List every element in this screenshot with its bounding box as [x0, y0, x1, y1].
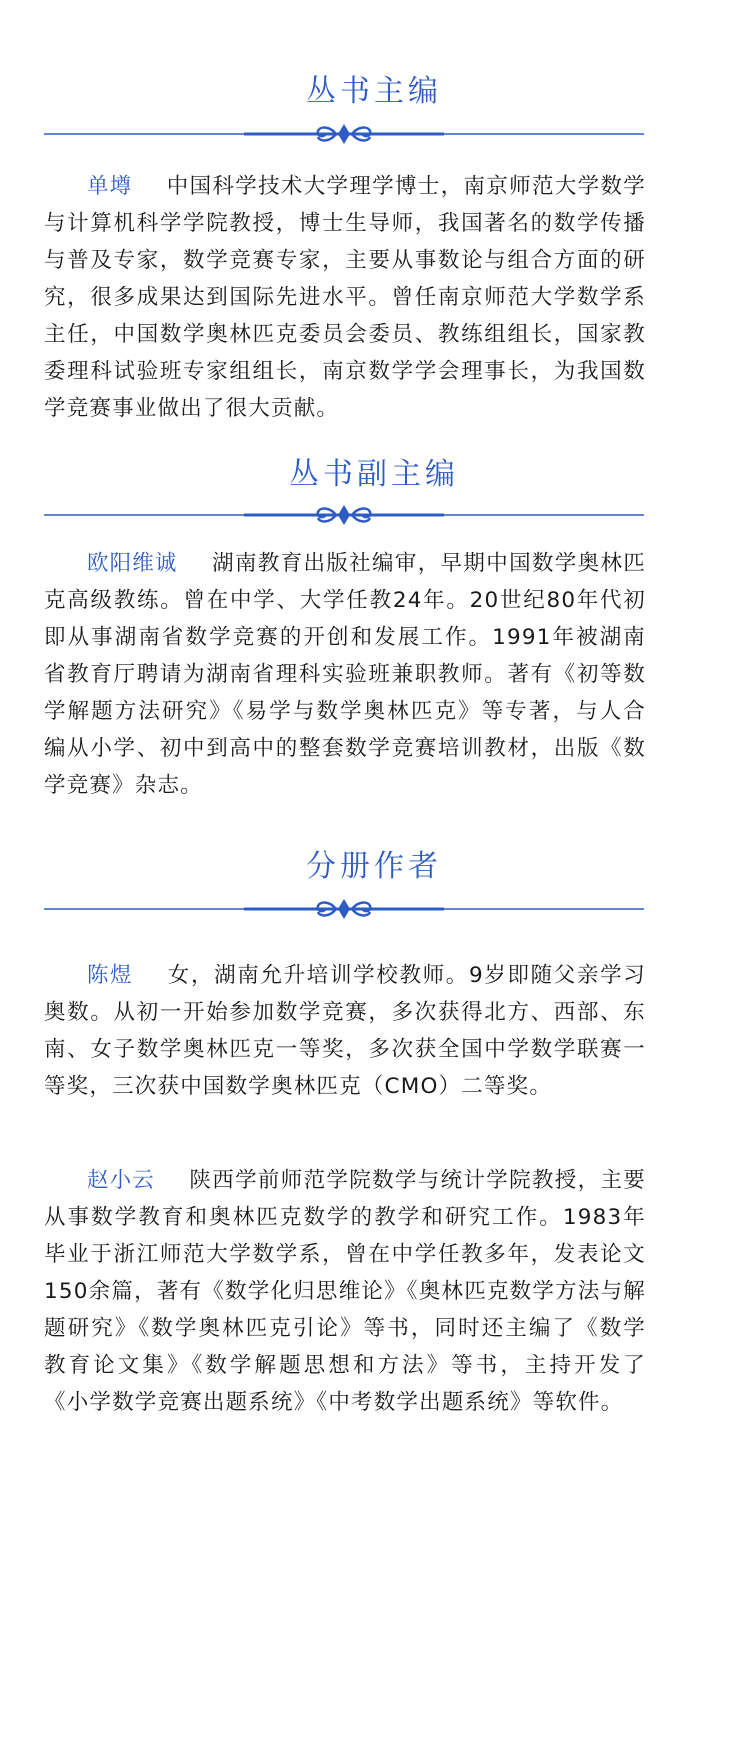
person-bio: 湖南教育出版社编审，早期中国数学奥林匹克高级教练。曾在中学、大学任教24年。20世纪80年代初即从事湖南省数学竞赛的开创和发展工作。1991年被湖南省教育厅聘请为湖南省理科实验班兼职教师。著有《初等数学解题方法研究》《易学与数学奥林匹克》等专著，与人合编从小学、初中到高中的整套数学竞赛培训教材，出版《数学竞赛》杂志。 — [44, 551, 646, 798]
person-bio: 中国科学技术大学理学博士，南京师范大学数学与计算机科学学院教授，博士生导师，我国著名的数学传播与普及专家，数学竞赛专家，主要从事数论与组合方面的研究，很多成果达到国际先进水平。曾任南京师范大学数学系主任，中国数学奥林匹克委员会委员、教练组组长，国家教委理科试验班专家组组长，南京数学学会理事长，为我国数学竞赛事业做出了很大贡献。 — [44, 174, 646, 421]
bio-chen-yu — [44, 957, 646, 1105]
person-name: 单墫 — [87, 174, 133, 199]
ornament-divider-icon — [44, 897, 644, 921]
person-bio: 陕西学前师范学院数学与统计学院教授，主要从事数学教育和奥林匹克数学的教学和研究工作。1983年毕业于浙江师范大学数学系，曾在中学任教多年，发表论文150余篇，著有《数学化归思维论》《奥林匹克数学方法与解题研究》《数学奥林匹克引论》等书，同时还主编了《数学教育论文集》《数学解题思想和方法》等书，主持开发了《小学数学竞赛出题系统》《中考数学出题系统》等软件。 — [44, 1168, 646, 1415]
person-name: 陈煜 — [87, 963, 133, 988]
bio-shan-zun — [44, 168, 646, 427]
section-title-deputy-editor: 丛书副主编 — [289, 457, 459, 492]
person-name: 欧阳维诚 — [87, 551, 178, 576]
person-name: 赵小云 — [87, 1168, 155, 1193]
bio-ouyang-weicheng — [44, 545, 646, 804]
ornament-divider-icon — [44, 122, 644, 146]
ornament-divider-icon — [44, 503, 644, 527]
bio-zhao-xiaoyun — [44, 1162, 646, 1421]
person-bio: 女，湖南允升培训学校教师。9岁即随父亲学习奥数。从初一开始参加数学竞赛，多次获得北方、西部、东南、女子数学奥林匹克一等奖，多次获全国中学数学联赛一等奖，三次获中国数学奥林匹克（CMO）二等奖。 — [44, 963, 646, 1099]
section-title-volume-authors: 分册作者 — [306, 849, 442, 884]
section-title-chief-editor: 丛书主编 — [306, 74, 442, 109]
